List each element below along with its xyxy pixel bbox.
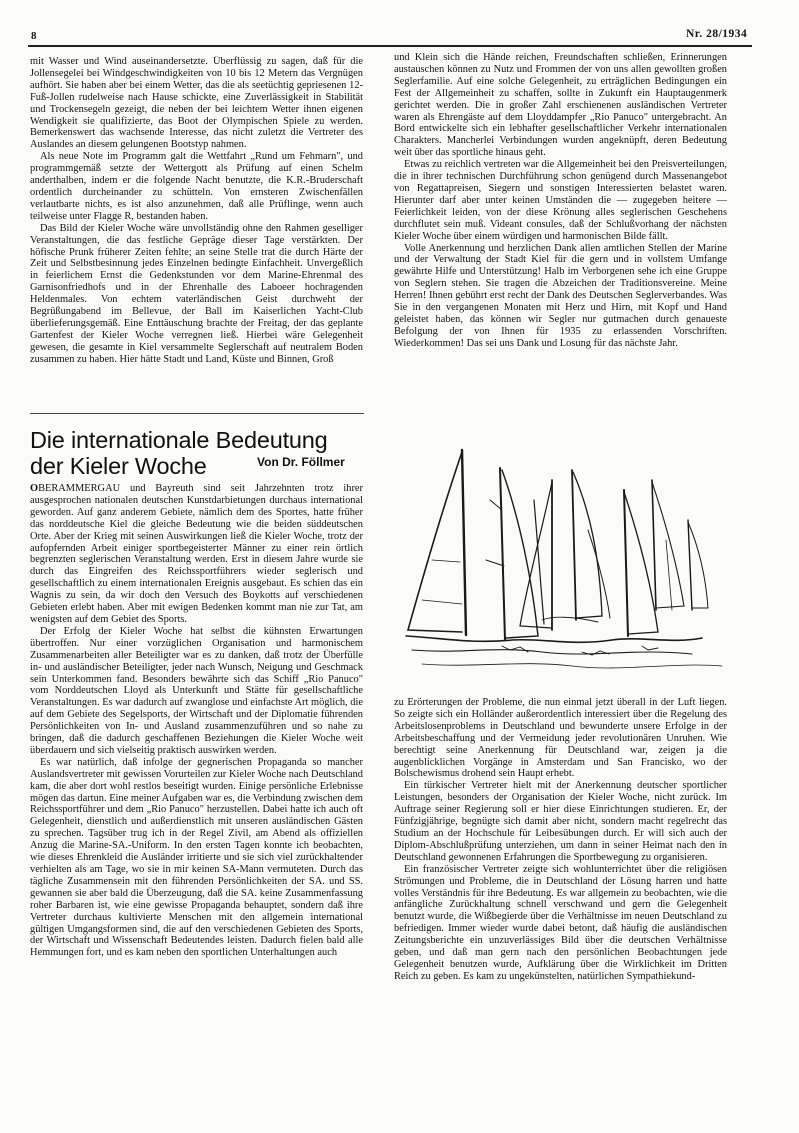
paragraph: Es war natürlich, daß infolge der gegnerischen Propaganda so mancher Auslandsvertreter mit gewissen Vorurteilen zur Kieler Woche nach Deutschland kam, die aber dort wohl restlos beseitigt wurden. Einige persönliche Erlebnisse mögen das dartun. Eine meiner Aufgaben war es, die Verbindung zwischen dem Reichssportführer und dem „Rio Panuco" herzustellen. Dabei hatte ich auch oft Gelegenheit, dienstlich und außerdienstlich mit unseren ausländischen Gästen zu sprechen. Tagsüber trug ich in der Regel Zivil, am Abend als offiziellen Anzug die Marine-SA.-Uniform. In den ersten Tagen konnte ich beobachten, wie dieses Ehrenkleid die Ausländer irritierte und sie sich viel zurückhaltender verhielten als am Tage, wo sie in mir keinen SA-Mann vermuteten. Durch das tägliche Zusammensein mit den führenden Persönlichkeiten der SA. und SS. gewannen sie aber bald die Überzeugung, daß die SA. keine Zusammenfassung roher Barbaren ist, wie eine gewisse Propaganda behauptet, sondern daß ihre Vertreter durchaus kultivierte Menschen mit den allgemein international gültigen Umgangsformen sind, die auf den verschiedenen Gebieten des Sports, der Wirtschaft und Wissenschaft Bedeutendes leisten. Dadurch fielen bald alle Hemmungen fort, und es kam neben den sportlichen Unterhaltungen auch xyxy=(30,756,363,959)
paragraph: Als neue Note im Programm galt die Wettfahrt „Rund um Fehmarn", und programmgemäß setzte der Wettergott als Prüfung auf einen Schelm anderthalben, indem er die folgende Nacht benutzte, die K.R.-Bruderschaft ordentlich durcheinander zu schütteln. Von ernsteren Zwischenfällen verlautbarte nichts, es ist also anzunehmen, daß alle Prüflinge, wenn auch teilweise unter Flagge R, bestanden haben. xyxy=(30,151,363,222)
page-number: 8 xyxy=(31,30,37,42)
issue-number: Nr. 28/1934 xyxy=(686,28,748,40)
column-right-bottom xyxy=(394,697,727,1102)
paragraph: mit Wasser und Wind auseinandersetzte. Überflüssig zu sagen, daß für die Jollensegelei bei Windgeschwindigkeiten von 10 bis 12 Metern das Vergnügen aufhört. Sie haben aber bei einem Wetter, das die als seetüchtig gepriesenen 12-Fuß-Jollen rudelweise nach Hause schickte, eine Zuverlässigkeit in Stabilität und Trockensegeln gezeigt, die neben der bei leichtem Wetter ihnen eigenen Wendigkeit sie qualifizierte, das Boot der Olympischen Spiele zu werden. Bemerkenswert das wachsende Interesse, das nicht zuletzt die Vertreter des Auslandes an diesem gelungenen Bootstyp nahmen. xyxy=(30,56,363,151)
paragraph: zu Erörterungen der Probleme, die nun einmal jetzt überall in der Luft liegen. So zeigte sich ein Holländer außerordentlich interessiert über die Regelung des Arbeitslosenproblems in Deutschland und bewunderte unsere Erfolge in der Arbeitsbeschaffung und der Vermeidung jeder revolutionären Unruhen. Wie berechtigt seine Anerkennung für Deutschland war, zeigen ja die augenblicklichen Vorgänge in Amsterdam und San Francisko, wo der Bolschewismus drohend sein Haupt erhebt. xyxy=(394,697,727,780)
paragraph: Der Erfolg der Kieler Woche hat selbst die kühnsten Erwartungen übertroffen. Nur einer vorzüglichen Organisation und harmonischem Zusammenarbeiten aller Beteiligter war es zu danken, daß trotz der Überfülle in- und ausländischer Beteiligter, jeder nach Wunsch, Neigung und Geschmack sein Unterkommen fand. Besonders bewährte sich das Schiff „Rio Panuco" vom Norddeutschen Lloyd als Unterkunft und Stätte für gesellschaftliche Veranstaltungen. Es war dadurch auf zwanglose und einfachste Art möglich, die auf dem Gebiete des Segelsports, der Wirtschaft und der Diplomatie führenden Persönlichkeiten von In- und Ausland zusammenzuführen und so nahe zu bringen, daß die dadurch geschaffenen Beziehungen die Kieler Woche weit überdauern und sich vielseitig praktisch auswirken werden. xyxy=(30,625,363,756)
paragraph: Das Bild der Kieler Woche wäre unvollständig ohne den Rahmen geselliger Veranstaltungen, die das festliche Gepräge dieser Tage verstärkten. Der höfische Prunk früherer Zeiten fehlte; an seine Stelle trat die durch Härte der Zeit und Selbstbesinnung jedes Einzelnen bedingte Einfachheit. Unvergeßlich in feierlichem Ernst die Gedenkstunden vor dem Marine-Ehrenmal des Garnisonfriedhofs und in der Ehrenhalle des Laboeer hochragenden Heldenmales. Von echtem vaterländischen Geist durchweht der Begrüßungabend im Bellevue, der Ball im Kaiserlichen Yacht-Club überlieferungsgemäß. Eine Enttäuschung brachte der Freitag, der das geplante Gartenfest der Kieler Woche verregnen ließ. Hierbei wäre Gelegenheit gewesen, die gesamte in Kiel versammelte Seglerschaft auf neutralem Boden zusammen zu haben. Hier hätte Stadt und Land, Küste und Binnen, Groß xyxy=(30,222,363,365)
column-left-bottom xyxy=(30,483,363,1103)
section-divider xyxy=(30,413,364,414)
sailboats-sketch-icon xyxy=(402,440,744,680)
column-left-top xyxy=(30,56,363,406)
paragraph: Etwas zu reichlich vertreten war die Allgemeinheit bei den Preisverteilungen, die in ihrer technischen Durchführung schon genügend durch Massenangebot von Regattapreisen, Siegern und sonstigen Interessierten belastet waren. Hierunter darf aber unter keinen Umständen die — zugegeben heitere — Feierlichkeit leiden, von der diese Krönung alles seglerischen Geschehens durchflutet sein muß. Videant consules, daß der Schlußvorhang der nächsten Kieler Woche über einem würdigen und harmonischen Bilde fällt. xyxy=(394,159,727,242)
paragraph: Ein französischer Vertreter zeigte sich wohlunterrichtet über die religiösen Strömungen und Probleme, die in Deutschland der Lösung harren und hatte volles Verständnis für ihre Bedeutung. Es war allgemein zu beobachten, wie die anfängliche Zurückhaltung schnell verschwand und gern die Gelegenheit benutzt wurde, die Wißbegierde über die Verhältnisse im neuen Deutschland zu befriedigen. Immer wieder wurde dabei betont, daß häufig die ausländischen Zeitungsberichte ein unzuverlässiges Bild über die deutschen Verhältnisse geben, und daß man gern nach den persönlichen Beobachtungen jede Gelegenheit benutzen wurde, Aufklärung über die Wirklichkeit im Dritten Reich zu geben. Es kam zu ungekünstelten, natürlichen Sympathiekund- xyxy=(394,863,727,982)
column-right-top xyxy=(394,52,727,400)
article-byline: Von Dr. Föllmer xyxy=(257,455,345,469)
paragraph: Volle Anerkennung und herzlichen Dank allen amtlichen Stellen der Marine und der Verwaltung der Stadt Kiel für die gern und in vollstem Umfange gewährte Hilfe und Unterstützung! Halb im Verborgenen sehe ich eine Gruppe von Seglern stehen. Sie tragen die Abzeichen der Traditionsvereine. Meine Herren! Ihnen gebührt erst recht der Dank des Deutschen Seglerverbandes. Was Sie in den vergangenen Monaten mit Herz und Hirn, mit Kopf und Hand geleistet haben, das können wir Segler nur gutmachen durch genaueste Befolgung der von Ihnen für 1935 zu erlassenden Vorschriften. Wiederkommen! Das sei uns Dank und Losung für das nächste Jahr. xyxy=(394,242,727,349)
paragraph: OBERAMMERGAU und Bayreuth sind seit Jahrzehnten trotz ihrer ausgesprochen nationalen deutschen Kunstdarbietungen durchaus international geworden. Auf ganz anderem Gebiete, nämlich dem des Sportes, hatte früher das norddeutsche Kiel die gleiche Bedeutung wie die beiden süddeutschen Orte. Aber der Krieg mit seinen Auswirkungen ließ die Kieler Woche, trotz der aufopfernden Arbeit einiger sportbegeisterter Männer zu einer rein örtlich begrenzten seglerischen Veranstaltung werden. Erst in diesem Jahre wurde sie durch das Eingreifen des Reichssportführers wieder seglerisch und gesellschaftlich zu einem internationalen Ereignis ausgebaut. Es schien das ein Wagnis zu sein, da wir doch den Versuch des Boykotts auf verschiedenen Gebieten erlebt haben. Aber mit ewigen Bedenken kommt man nie zur Tat, am wenigsten auf dem Gebiet des Sports. xyxy=(30,483,363,625)
paragraph: und Klein sich die Hände reichen, Freundschaften schließen, Erinnerungen austauschen können zu Nutz und Frommen der von uns allen gewollten großen Seglerfamilie. Auf eine solche Gelegenheit, zu erträglichen Bedingungen ein Fest der Allgemeinheit zu schaffen, sollte in Zukunft ein Hauptaugenmerk gerichtet werden. Die in großer Zahl erschienenen ausländischen Vertreter waren als Ehrengäste auf dem Lloyddampfer „Rio Panuco" untergebracht. An Bord entwickelte sich ein lebhafter gesellschaftlicher Verkehr internationalen Charakters. Mancherlei Verbindungen wurden angeknüpft, deren Bedeutung weit über das sportliche hinaus geht. xyxy=(394,52,727,159)
article-title: Die internationale Bedeutung der Kieler Woche xyxy=(30,427,328,479)
paragraph: Ein türkischer Vertreter hielt mit der Anerkennung deutscher sportlicher Leistungen, besonders der Organisation der Kieler Woche, nicht zurück. Im Auftrage seiner Regierung soll er hier diese Einrichtungen studieren. Er, der Fünfzigjährige, begnügte sich damit aber nicht, sondern macht regelrecht das Studium an der Hochschule für Leibesübungen durch. Er will sich auch der Diplom-Abschlußprüfung unterziehen, um dann in seiner Heimat nach den in Deutschland gewonnenen Erfahrungen die Sportbewegung zu organisieren. xyxy=(394,780,727,863)
header-rule xyxy=(28,45,752,47)
